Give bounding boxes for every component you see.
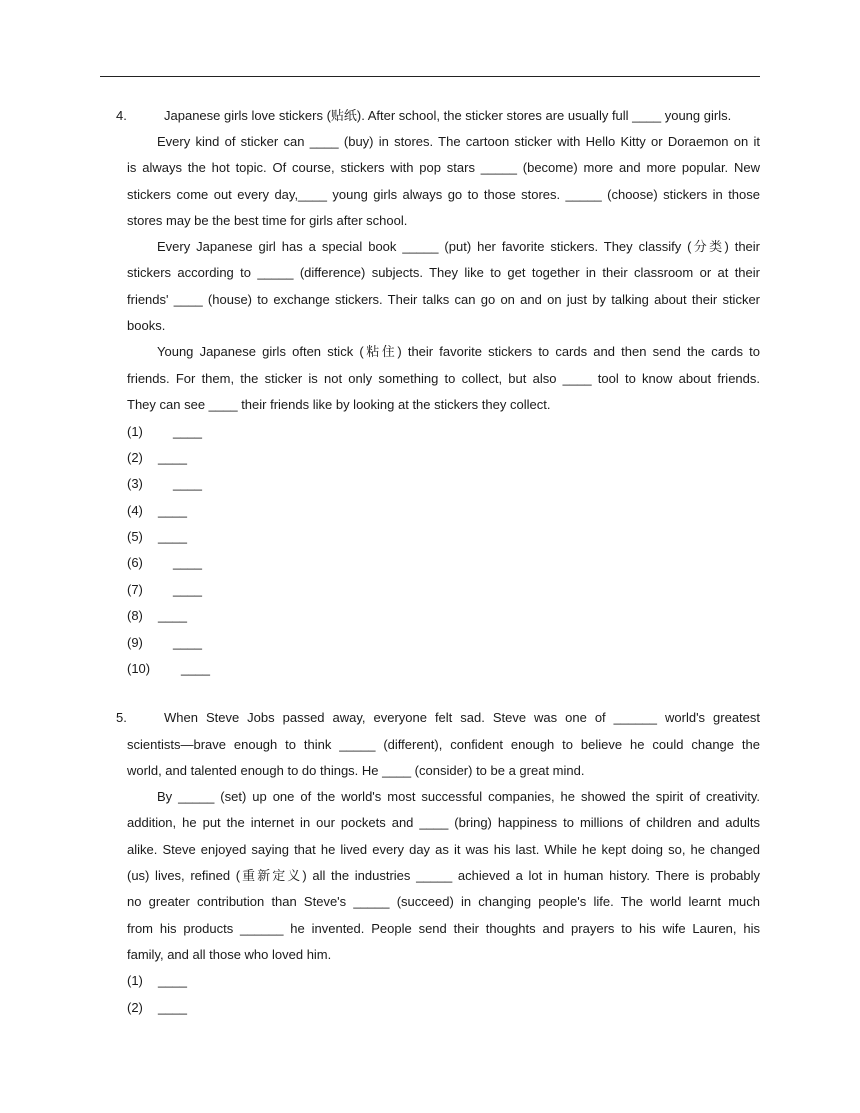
answer-label: (9)	[127, 635, 143, 650]
answer-row	[127, 448, 187, 468]
passage-line: friends' ____ (house) to exchange stickers. Their talks can go on and on just by talking about their sticker	[127, 292, 760, 307]
answer-blank[interactable]: ____	[158, 608, 187, 623]
passage-line: Japanese girls love stickers (贴纸). After school, the sticker stores are usually full ____ young girls.	[164, 108, 732, 123]
passage-line: stickers come out every day,____ young girls always go to those stores. _____ (choose) stickers in those	[127, 187, 760, 202]
passage-line: They can see ____ their friends like by looking at the stickers they collect.	[127, 397, 551, 412]
passage-line: stores may be the best time for girls after school.	[127, 213, 408, 228]
passage-line: scientists—brave enough to think _____ (different), confident enough to believe he could change the	[127, 737, 760, 752]
answer-row	[127, 998, 187, 1018]
header-rule	[100, 76, 760, 77]
passage-line: (us) lives, refined (重新定义) all the industries _____ achieved a lot in human history. There is probably	[127, 868, 760, 883]
answer-row	[127, 474, 202, 494]
answer-label: (1)	[127, 973, 143, 988]
answer-row	[127, 659, 210, 679]
passage-line: addition, he put the internet in our pockets and ____ (bring) happiness to millions of children and adults	[127, 815, 760, 830]
answer-blank[interactable]: ____	[181, 661, 210, 676]
answer-label: (10)	[127, 661, 151, 676]
passage-line: books.	[127, 318, 166, 333]
answer-row	[127, 971, 187, 991]
passage-line: Every kind of sticker can ____ (buy) in stores. The cartoon sticker with Hello Kitty or Doraemon on it	[157, 134, 760, 149]
passage-line: family, and all those who loved him.	[127, 947, 332, 962]
passage-line: friends. For them, the sticker is not only something to collect, but also ____ tool to know about friends.	[127, 371, 760, 386]
question-number: 4.	[116, 108, 127, 123]
answer-row	[127, 527, 187, 547]
answer-label: (3)	[127, 476, 143, 491]
answer-row	[127, 422, 202, 442]
passage-line: stickers according to _____ (difference) subjects. They like to get together in their classroom or at their	[127, 265, 760, 280]
answer-label: (1)	[127, 424, 143, 439]
passage-line: world, and talented enough to do things. He ____ (consider) to be a great mind.	[127, 763, 585, 778]
passage-line: By _____ (set) up one of the world's most successful companies, he showed the spirit of creativity.	[157, 789, 760, 804]
question-number: 5.	[116, 710, 127, 725]
answer-blank[interactable]: ____	[173, 424, 202, 439]
answer-blank[interactable]: ____	[158, 529, 187, 544]
answer-label: (2)	[127, 450, 143, 465]
answer-row	[127, 633, 202, 653]
passage-line: alike. Steve enjoyed saying that he lived every day as it was his last. While he kept doing so, he changed	[127, 842, 760, 857]
answer-blank[interactable]: ____	[158, 973, 187, 988]
passage-line: Every Japanese girl has a special book _____ (put) her favorite stickers. They classify (分类) their	[157, 239, 760, 254]
passage-line: Young Japanese girls often stick (粘住) their favorite stickers to cards and then send the cards to	[157, 344, 760, 359]
answer-row	[127, 553, 202, 573]
answer-row	[127, 580, 202, 600]
passage-line: from his products ______ he invented. People send their thoughts and prayers to his wife Lauren, his	[127, 921, 760, 936]
answer-label: (8)	[127, 608, 143, 623]
answer-label: (7)	[127, 582, 143, 597]
passage-line: When Steve Jobs passed away, everyone felt sad. Steve was one of ______ world's greatest	[164, 710, 760, 725]
answer-label: (4)	[127, 503, 143, 518]
answer-blank[interactable]: ____	[173, 582, 202, 597]
answer-blank[interactable]: ____	[173, 635, 202, 650]
answer-blank[interactable]: ____	[158, 450, 187, 465]
answer-blank[interactable]: ____	[173, 555, 202, 570]
answer-label: (6)	[127, 555, 143, 570]
answer-blank[interactable]: ____	[173, 476, 202, 491]
answer-blank[interactable]: ____	[158, 503, 187, 518]
passage-line: is always the hot topic. Of course, stickers with pop stars _____ (become) more and more popular. New	[127, 160, 760, 175]
answer-blank[interactable]: ____	[158, 1000, 187, 1015]
answer-row	[127, 606, 187, 626]
answer-label: (2)	[127, 1000, 143, 1015]
answer-row	[127, 501, 187, 521]
passage-line: no greater contribution than Steve's _____ (succeed) in changing people's life. The world learnt much	[127, 894, 760, 909]
answer-label: (5)	[127, 529, 143, 544]
